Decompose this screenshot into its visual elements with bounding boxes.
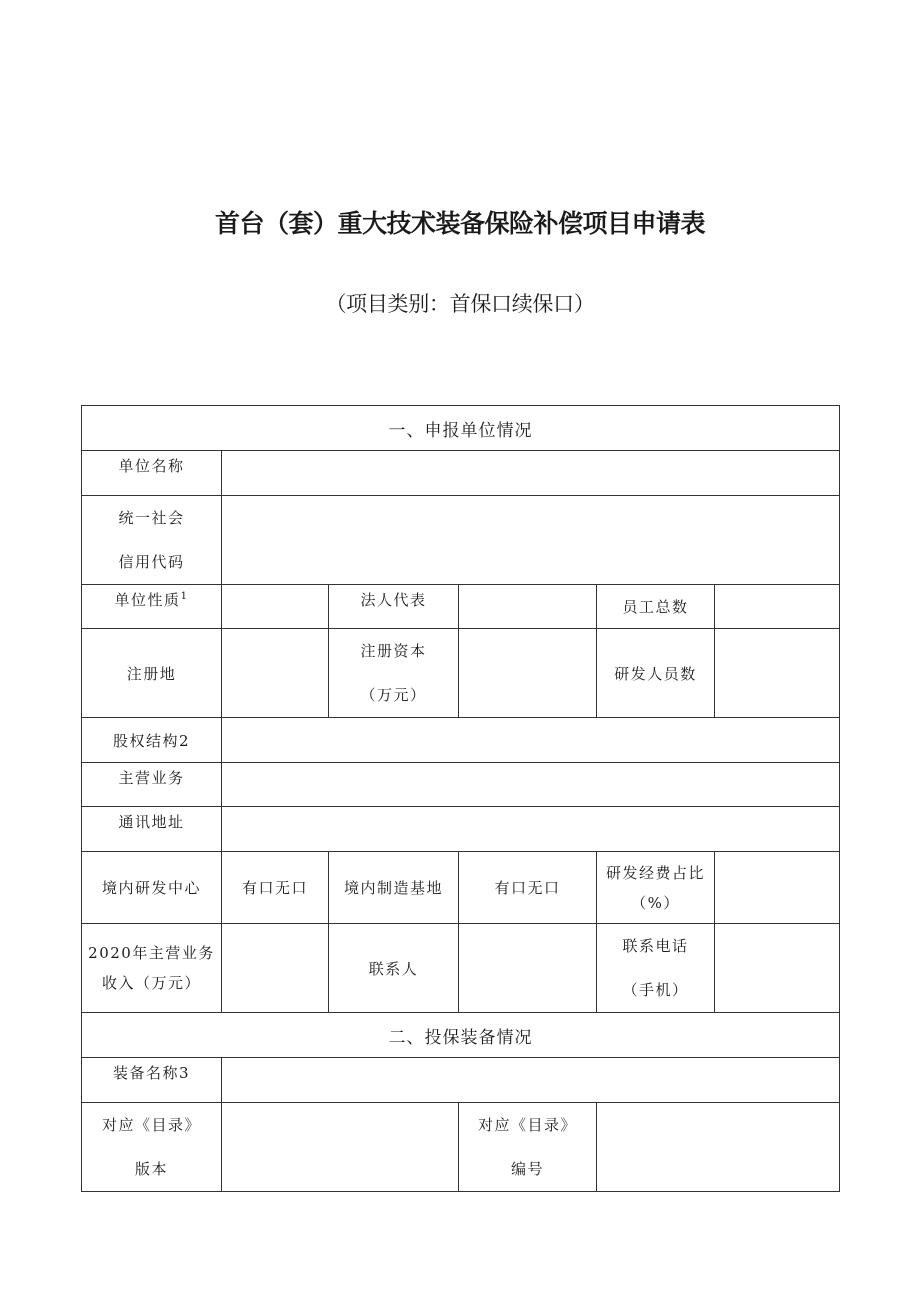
field-reg-place[interactable] [222, 629, 329, 718]
field-total-staff[interactable] [715, 585, 840, 629]
field-unit-nature[interactable] [222, 585, 329, 629]
form-title: 首台（套）重大技术装备保险补偿项目申请表 [214, 209, 705, 238]
label-unit-nature-text: 单位性质 [114, 591, 181, 609]
field-reg-capital[interactable] [459, 629, 597, 718]
section-header-equipment [82, 1013, 840, 1058]
field-catalog-version[interactable] [222, 1103, 459, 1192]
label-phone-line1: 联系电话 [622, 937, 689, 955]
label-contact: 联系人 [329, 924, 459, 1013]
label-phone [597, 924, 715, 1013]
label-domestic-mfg: 境内制造基地 [329, 852, 459, 924]
label-rd-ratio-line1: 研发经费占比 [605, 863, 705, 882]
field-legal-rep[interactable] [459, 585, 597, 629]
label-catalog-number [459, 1103, 597, 1192]
label-credit-code-line1: 统一社会 [118, 509, 185, 527]
label-reg-capital-line1: 注册资本 [360, 642, 427, 660]
field-catalog-number[interactable] [597, 1103, 840, 1192]
field-rd-staff[interactable] [715, 629, 840, 718]
field-credit-code[interactable] [222, 496, 840, 585]
field-phone[interactable] [715, 924, 840, 1013]
label-catalog-version-line2: 版本 [134, 1160, 168, 1178]
label-main-business: 主营业务 [82, 763, 222, 807]
label-domestic-rd: 境内研发中心 [82, 852, 222, 924]
field-domestic-rd[interactable]: 有口无口 [222, 852, 329, 924]
field-domestic-mfg[interactable]: 有口无口 [459, 852, 597, 924]
label-legal-rep: 法人代表 [329, 585, 459, 629]
label-address: 通讯地址 [82, 807, 222, 852]
label-reg-place: 注册地 [82, 629, 222, 718]
field-rd-ratio[interactable] [715, 852, 840, 924]
field-equity[interactable] [222, 718, 840, 763]
label-phone-line2: （手机） [622, 981, 689, 999]
field-unit-name[interactable] [222, 451, 840, 496]
field-equip-name[interactable] [222, 1058, 840, 1103]
label-revenue-line2: 收入（万元） [101, 974, 201, 992]
section-header-applicant [82, 406, 840, 451]
label-unit-name: 单位名称 [82, 451, 222, 496]
label-revenue [82, 924, 222, 1013]
section-header-text: 二、投保装备情况 [388, 1027, 533, 1048]
field-contact[interactable] [459, 924, 597, 1013]
label-rd-ratio-line2: （%） [631, 893, 680, 912]
label-catalog-version [82, 1103, 222, 1192]
label-reg-capital-line2: （万元） [360, 686, 427, 704]
label-unit-nature [82, 585, 222, 629]
section-header-text: 一、申报单位情况 [388, 420, 533, 441]
label-catalog-number-line2: 编号 [510, 1160, 544, 1178]
field-revenue[interactable] [222, 924, 329, 1013]
footnote-marker: 1 [180, 591, 189, 602]
label-rd-staff: 研发人员数 [597, 629, 715, 718]
label-catalog-number-line1: 对应《目录》 [477, 1116, 577, 1134]
label-catalog-version-line1: 对应《目录》 [101, 1116, 201, 1134]
label-equip-name: 装备名称3 [82, 1058, 222, 1103]
field-address[interactable] [222, 807, 840, 852]
application-form-table [81, 405, 840, 1192]
label-credit-code [82, 496, 222, 585]
label-rd-ratio [597, 852, 715, 924]
label-revenue-line1: 2020年主营业务 [88, 944, 215, 962]
label-equity: 股权结构2 [82, 718, 222, 763]
field-main-business[interactable] [222, 763, 840, 807]
label-total-staff: 员工总数 [597, 585, 715, 629]
label-reg-capital [329, 629, 459, 718]
label-credit-code-line2: 信用代码 [118, 553, 185, 571]
project-category: （项目类别：首保口续保口） [325, 292, 595, 316]
